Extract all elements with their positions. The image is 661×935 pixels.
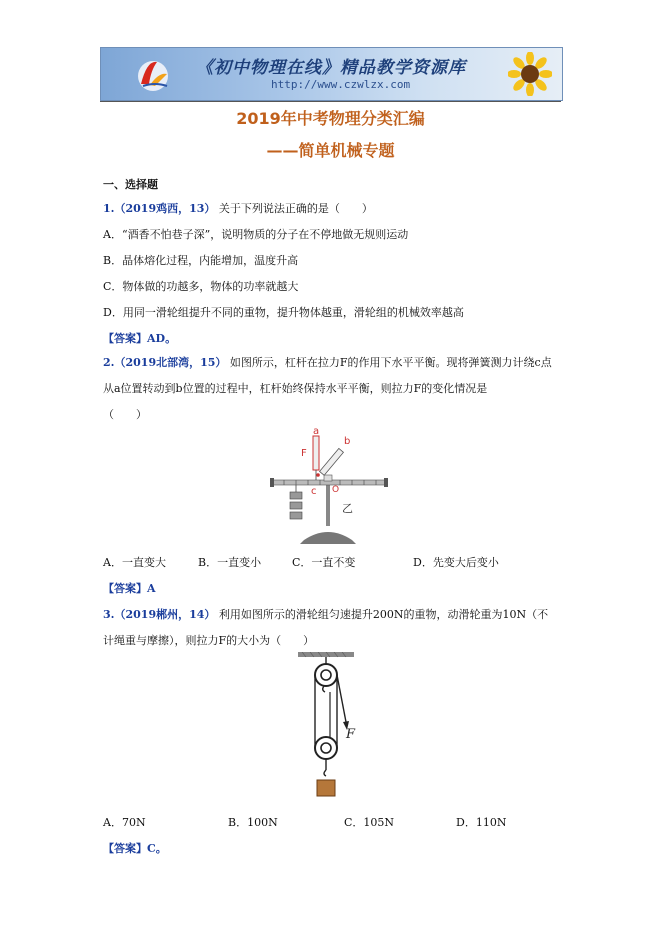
label-b: b: [344, 436, 351, 447]
label-f: F: [346, 727, 356, 742]
question-3-option-a: A．70N: [103, 816, 146, 829]
question-3-option-c: C．105N: [344, 816, 395, 829]
question-2-option-b: B．一直变小: [198, 556, 262, 569]
section-heading: 一、选择题: [103, 178, 158, 191]
site-logo-icon: [133, 54, 173, 94]
question-source: （2019鸡西，13）: [114, 202, 216, 215]
lever-diagram: [268, 428, 390, 548]
question-2-stem-line-2: 从a位置转动到b位置的过程中，杠杆始终保持水平平衡，则拉力F的变化情况是: [103, 382, 488, 395]
banner-url: http://www.czwlzx.com: [271, 78, 411, 91]
question-2-option-a: A．一直变大: [103, 556, 166, 569]
sunflower-icon: [508, 52, 552, 96]
question-number: 2.: [103, 356, 115, 369]
answer-value: C。: [147, 842, 167, 855]
question-2-answer: [103, 580, 156, 596]
question-source: （2019北部湾，15）: [114, 356, 227, 369]
label-f: F: [301, 448, 307, 459]
question-3-stem-line-1: [103, 606, 548, 622]
answer-value: A: [147, 582, 156, 595]
label-o: O: [332, 485, 340, 495]
question-text: 如图所示，杠杆在拉力F的作用下水平平衡。现将弹簧测力计绕c点: [229, 356, 552, 369]
question-2-stem-line-1: [103, 354, 552, 370]
question-1-option-a: A．“酒香不怕巷子深”，说明物质的分子在不停地做无规则运动: [103, 228, 409, 241]
question-2-stem-line-3: （ ）: [103, 408, 147, 421]
answer-label: 【答案】: [103, 842, 147, 855]
question-source: （2019郴州，14）: [114, 608, 216, 621]
question-1-option-c: C．物体做的功越多，物体的功率就越大: [103, 280, 299, 293]
pulley-diagram: [296, 652, 356, 804]
banner-title: 《初中物理在线》精品教学资源库: [196, 58, 466, 78]
page-title: 2019年中考物理分类汇编: [236, 109, 425, 128]
question-1-option-d: D．用同一滑轮组提升不同的重物，提升物体越重，滑轮组的机械效率越高: [103, 306, 464, 319]
banner-divider: [100, 101, 561, 102]
question-3-option-b: B．100N: [228, 816, 278, 829]
question-text: 利用如图所示的滑轮组匀速提升200N的重物，动滑轮重为10N（不: [218, 608, 549, 621]
question-number: 3.: [103, 608, 115, 621]
page-subtitle: ——简单机械专题: [266, 141, 395, 160]
question-2-option-c: C．一直不变: [292, 556, 356, 569]
label-yi: 乙: [342, 502, 353, 515]
answer-value: AD。: [147, 332, 177, 345]
question-1-stem: [103, 200, 373, 216]
answer-label: 【答案】: [103, 332, 147, 345]
question-3-option-d: D．110N: [456, 816, 507, 829]
question-1-option-b: B．晶体熔化过程，内能增加，温度升高: [103, 254, 299, 267]
question-2-option-d: D．先变大后变小: [413, 556, 499, 569]
header-banner: [100, 47, 563, 101]
question-1-answer: [103, 330, 176, 346]
question-number: 1.: [103, 202, 115, 215]
label-a: a: [313, 428, 320, 437]
answer-label: 【答案】: [103, 582, 147, 595]
label-c: c: [311, 486, 317, 497]
question-text: 关于下列说法正确的是（ ）: [218, 202, 373, 215]
question-3-answer: [103, 840, 167, 856]
question-3-stem-line-2: 计绳重与摩擦），则拉力F的大小为（ ）: [103, 634, 315, 647]
